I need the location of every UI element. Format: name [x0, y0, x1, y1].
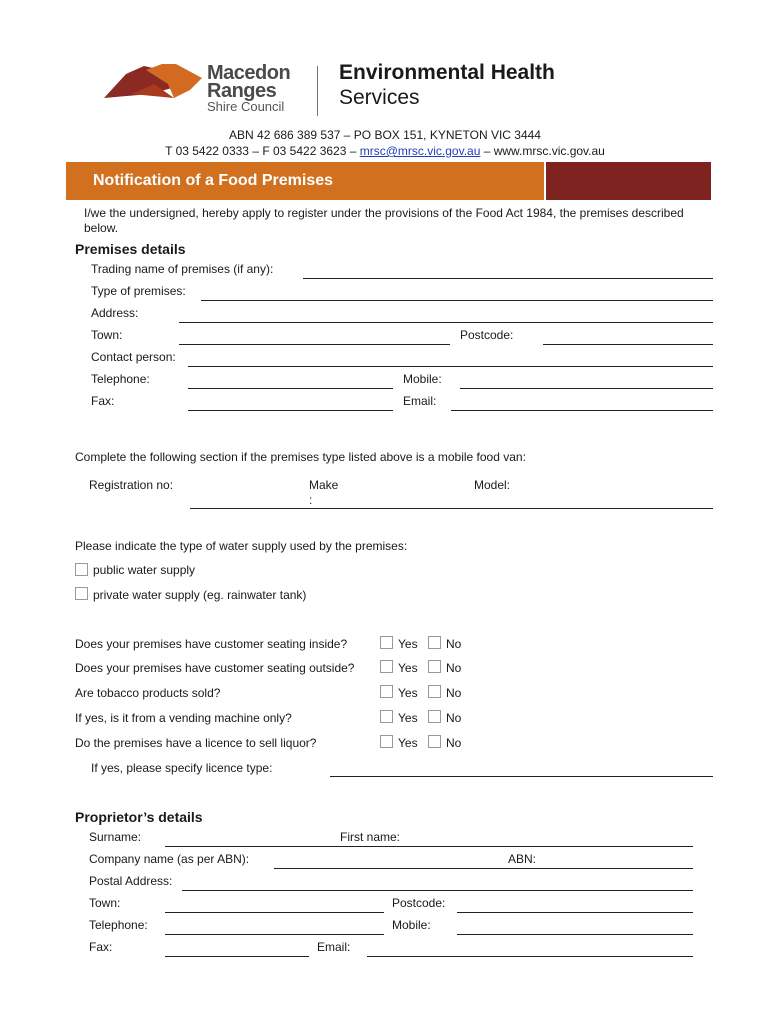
logo-divider — [317, 66, 318, 116]
intro-text: I/we the undersigned, hereby apply to register under the provisions of the Food Act 1984, the premises described below. — [84, 206, 684, 235]
proprietor-email-label: Email: — [317, 940, 351, 954]
proprietor-fax-label: Fax: — [89, 940, 113, 954]
contact-phone-fax: T 03 5422 0333 – F 03 5422 3623 – — [165, 144, 360, 158]
vending-yes-checkbox[interactable] — [380, 710, 393, 723]
proprietor-town-field[interactable] — [165, 912, 384, 913]
telephone-field[interactable] — [188, 388, 393, 389]
mobile-field[interactable] — [460, 388, 713, 389]
yes-label: Yes — [398, 711, 418, 725]
yes-label: Yes — [398, 661, 418, 675]
postcode-label: Postcode: — [460, 328, 514, 342]
no-label: No — [446, 736, 462, 750]
town-field[interactable] — [179, 344, 450, 345]
no-label: No — [446, 711, 462, 725]
town-label: Town: — [91, 328, 123, 342]
email-field[interactable] — [451, 410, 713, 411]
proprietor-mobile-label: Mobile: — [392, 918, 431, 932]
contact-line-1: ABN 42 686 389 537 – PO BOX 151, KYNETON VIC 3444 — [229, 128, 541, 142]
company-name-label: Company name (as per ABN): — [89, 852, 250, 866]
question-seating-outside: Does your premises have customer seating outside? — [75, 661, 355, 675]
proprietor-mobile-field[interactable] — [457, 934, 693, 935]
logo-text-macedon: Macedon — [207, 62, 291, 84]
first-name-label: First name: — [340, 830, 401, 844]
contact-person-field[interactable] — [188, 366, 713, 367]
vending-no-checkbox[interactable] — [428, 710, 441, 723]
make-label: Make — [309, 478, 339, 492]
trading-name-label: Trading name of premises (if any): — [91, 262, 274, 276]
premises-type-field[interactable] — [201, 300, 713, 301]
question-liquor-licence: Do the premises have a licence to sell liquor? — [75, 736, 317, 750]
form-title: Notification of a Food Premises — [93, 172, 334, 189]
proprietor-town-label: Town: — [89, 896, 121, 910]
department-title-line2: Services — [339, 86, 420, 109]
address-label: Address: — [91, 306, 139, 320]
public-water-label: public water supply — [93, 563, 196, 577]
yes-label: Yes — [398, 686, 418, 700]
surname-first-name-field[interactable] — [165, 846, 693, 847]
seating-inside-no-checkbox[interactable] — [428, 636, 441, 649]
seating-outside-no-checkbox[interactable] — [428, 660, 441, 673]
licence-type-field[interactable] — [330, 776, 713, 777]
question-seating-inside: Does your premises have customer seating inside? — [75, 637, 348, 651]
council-logo-mark — [104, 60, 208, 102]
private-water-checkbox[interactable] — [75, 587, 88, 600]
liquor-yes-checkbox[interactable] — [380, 735, 393, 748]
postcode-field[interactable] — [543, 344, 713, 345]
no-label: No — [446, 661, 462, 675]
proprietor-telephone-field[interactable] — [165, 934, 384, 935]
banner-maroon — [546, 162, 711, 200]
address-field[interactable] — [179, 322, 713, 323]
no-label: No — [446, 686, 462, 700]
mobile-label: Mobile: — [403, 372, 442, 386]
logo-text-ranges: Ranges — [207, 80, 277, 102]
tobacco-yes-checkbox[interactable] — [380, 685, 393, 698]
abn-label: ABN: — [508, 852, 537, 866]
make-colon: : — [309, 493, 313, 507]
model-label: Model: — [474, 478, 511, 492]
premises-type-label: Type of premises: — [91, 284, 186, 298]
company-abn-field[interactable] — [274, 868, 693, 869]
contact-person-label: Contact person: — [91, 350, 176, 364]
tobacco-no-checkbox[interactable] — [428, 685, 441, 698]
premises-heading: Premises details — [75, 241, 186, 257]
van-details-field[interactable] — [190, 508, 713, 509]
proprietor-email-field[interactable] — [367, 956, 693, 957]
no-label: No — [446, 637, 462, 651]
logo-text-shire-council: Shire Council — [207, 99, 285, 114]
question-vending-machine: If yes, is it from a vending machine only? — [75, 711, 292, 725]
department-title-line1: Environmental Health — [339, 61, 555, 84]
postal-address-field[interactable] — [182, 890, 693, 891]
proprietor-fax-field[interactable] — [165, 956, 309, 957]
contact-website: – www.mrsc.vic.gov.au — [480, 144, 605, 158]
surname-label: Surname: — [89, 830, 142, 844]
email-link[interactable]: mrsc@mrsc.vic.gov.au — [359, 144, 481, 158]
proprietor-postcode-label: Postcode: — [392, 896, 446, 910]
telephone-label: Telephone: — [91, 372, 150, 386]
proprietor-postcode-field[interactable] — [457, 912, 693, 913]
proprietor-telephone-label: Telephone: — [89, 918, 148, 932]
postal-address-label: Postal Address: — [89, 874, 173, 888]
question-tobacco: Are tobacco products sold? — [75, 686, 221, 700]
proprietor-heading: Proprietor’s details — [75, 809, 203, 825]
yes-label: Yes — [398, 637, 418, 651]
water-question: Please indicate the type of water supply used by the premises: — [75, 539, 408, 553]
fax-label: Fax: — [91, 394, 115, 408]
liquor-no-checkbox[interactable] — [428, 735, 441, 748]
contact-line-2 — [0, 144, 770, 158]
email-label: Email: — [403, 394, 437, 408]
fax-field[interactable] — [188, 410, 393, 411]
registration-label: Registration no: — [89, 478, 174, 492]
van-instruction: Complete the following section if the premises type listed above is a mobile food van: — [75, 450, 526, 464]
yes-label: Yes — [398, 736, 418, 750]
seating-outside-yes-checkbox[interactable] — [380, 660, 393, 673]
trading-name-field[interactable] — [303, 278, 713, 279]
private-water-label: private water supply (eg. rainwater tank) — [93, 588, 307, 602]
public-water-checkbox[interactable] — [75, 563, 88, 576]
seating-inside-yes-checkbox[interactable] — [380, 636, 393, 649]
licence-type-label: If yes, please specify licence type: — [91, 761, 273, 775]
